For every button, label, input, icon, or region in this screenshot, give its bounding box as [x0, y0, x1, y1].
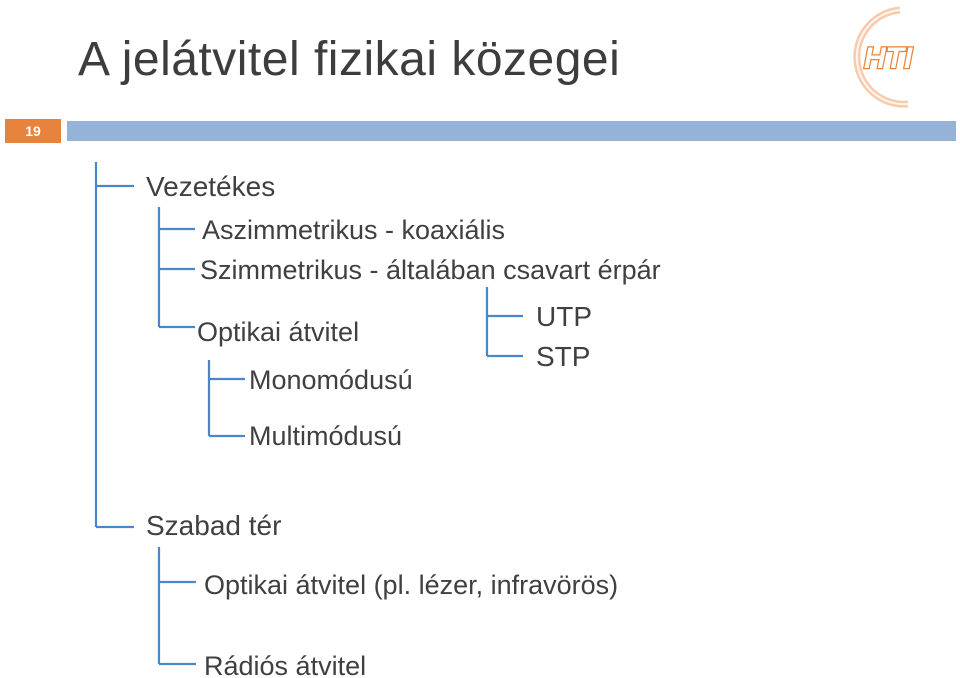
label-vezetekes: Vezetékes — [146, 171, 276, 202]
label-stp: STP — [536, 341, 591, 372]
label-multimodusu: Multimódusú — [249, 421, 403, 451]
label-optikai-szabad: Optikai átvitel (pl. lézer, infravörös) — [204, 570, 619, 600]
slide-title: A jelátvitel fizikai közegei — [78, 33, 621, 86]
page-number: 19 — [5, 119, 61, 143]
label-szabad-ter: Szabad tér — [146, 510, 282, 541]
logo-text: HTI — [863, 42, 913, 75]
label-optikai: Optikai átvitel — [197, 317, 360, 347]
label-monomodusu: Monomódusú — [249, 365, 413, 395]
label-radios: Rádiós átvitel — [204, 651, 367, 678]
label-aszimmetrikus: Aszimmetrikus - koaxiális — [202, 215, 506, 245]
label-szimmetrikus: Szimmetrikus - általában csavart érpár — [200, 255, 661, 285]
label-utp: UTP — [536, 301, 592, 332]
